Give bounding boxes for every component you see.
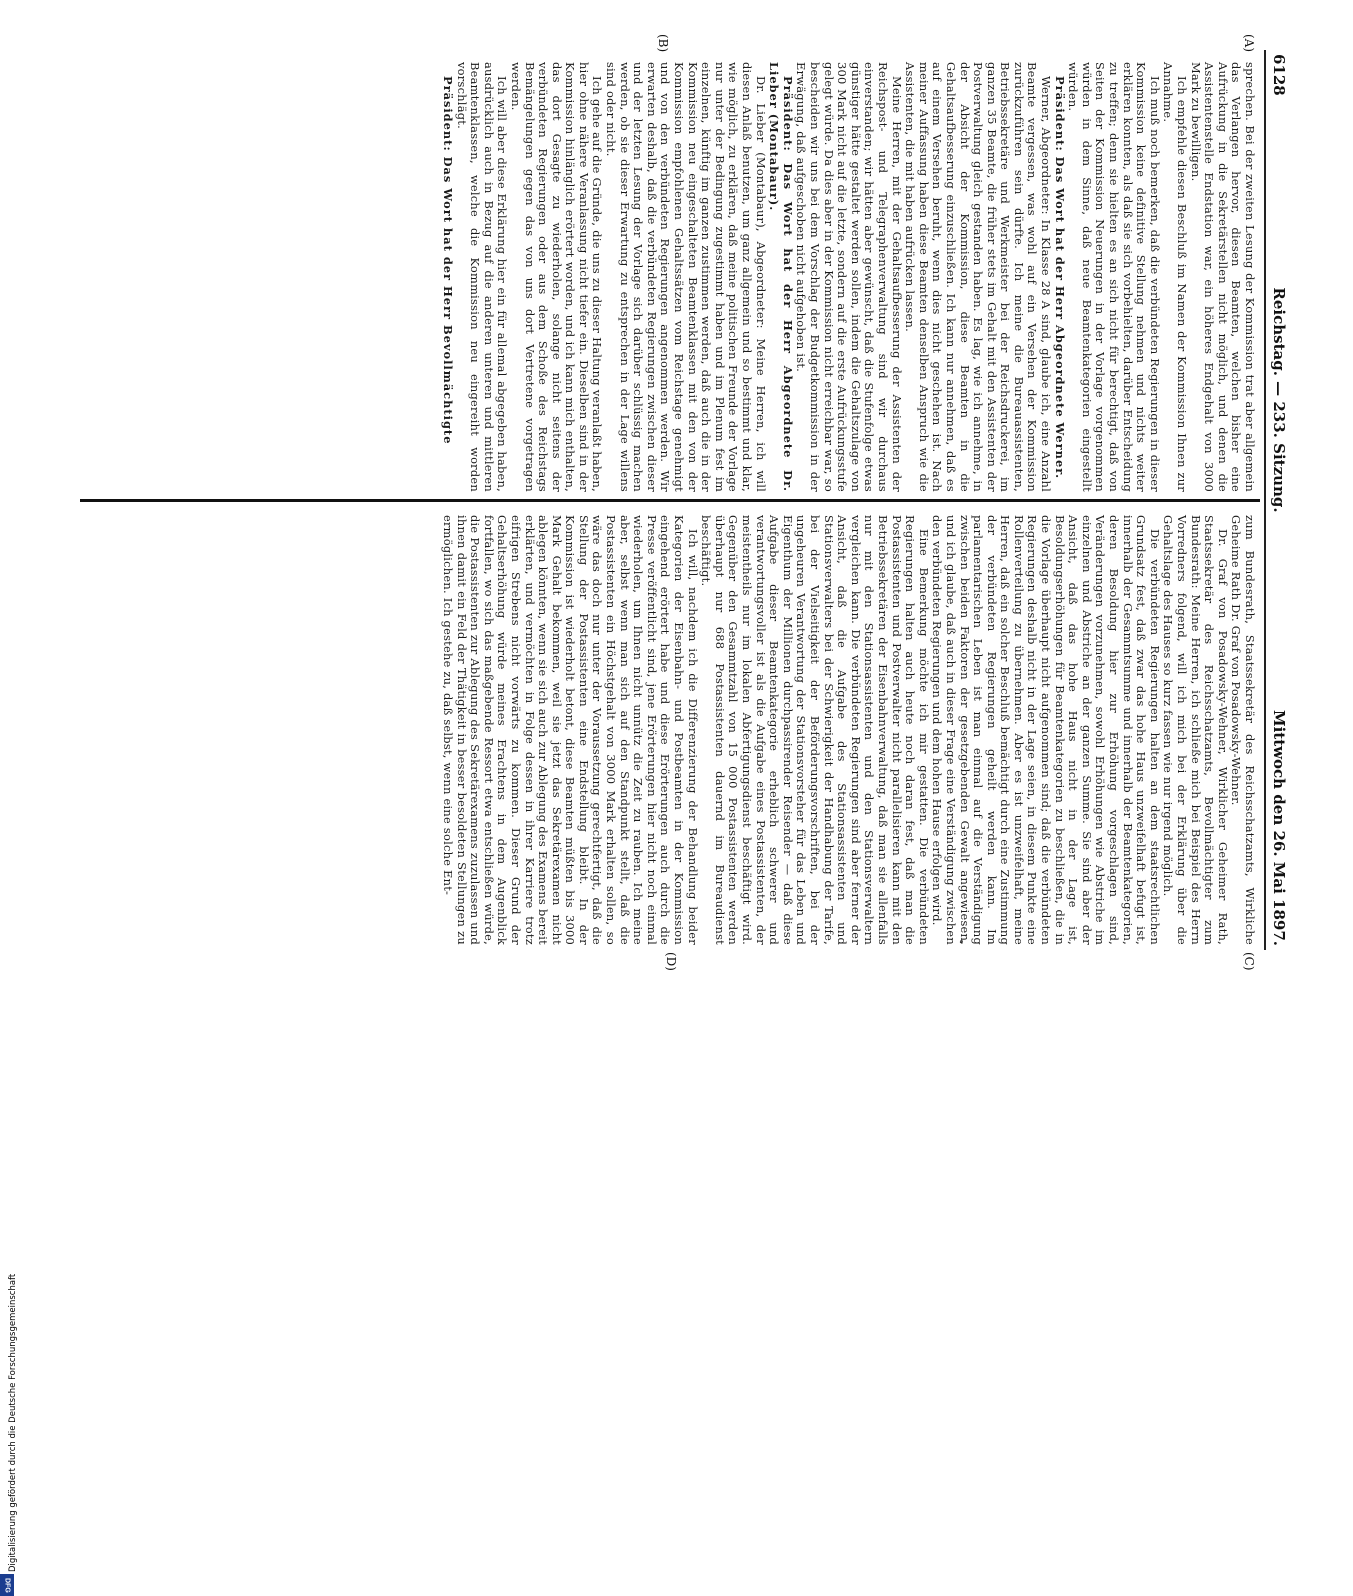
paragraph: Die verbündeten Regierungen halten an dem staatsrechtlichen Grundsatz fest, daß zwar das hohe Haus unzweifelhaft befugt ist, innerhalb der Gesammtsumme und innerhalb der Beamtenkategorien, deren Besoldung hier zur Erhöhung vorgeschlagen sind, Veränderungen vorzunehmen, sowohl Erhöhungen wie Abstriche im einzelnen und Abstriche an der ganzen Summe. Sie sind aber der Ansicht, daß das hohe Haus nicht in der Lage ist, Besoldungserhöhungen für Beamtenkategorien zu beschließen, die in die Vorlage überhaupt nicht aufgenommen sind; daß die verbündeten Regierungen deshalb nicht in der Lage seien, in diesem Punkte eine Rollenverteilung zu übernehmen. Aber es ist unzweifelhaft, meine Herren, daß ein solcher Beschluß bemächtigt durch eine Zustimmung der verbündeten Regierungen geheilt werden kann. Im parlamentarischen Leben ist man einmal auf die Verständigung zwischen beiden Faktoren der gesetzgebenden Gewalt angewiesen, und ich glaube, daß auch in dieser Frage eine Verständigung zwischen den verbündeten Regierungen und dem hohen Hause erfolgen wird. bbox=[930, 515, 1162, 945]
paragraph: zum Bundesrath, Staatssekretär des Reichsschatzamts, Wirkliche Geheime Rath Dr. Graf von Posadowsky-Wehner. bbox=[1229, 515, 1257, 945]
speaker-paragraph: Präsident: Das Wort hat der Herr Bevollmächtigte bbox=[440, 76, 455, 445]
paragraph: Ich empfehle diesen Beschluß im Namen der Kommission Ihnen zur Annahme. bbox=[1161, 62, 1190, 492]
paragraph: Dr. Lieber (Montabaur), Abgeordneter: Meine Herren, ich will diesen Anlaß benutzen, um ganz allgemein und so bestimmt und klar, wie möglich, zu erklären, daß meine politischen Freunde der Vorlage nur unter der Bedingung zugestimmt haben und im Plenum fest im einzelnen, künftig im ganzen zustimmen werden, daß auch die in der Kommission neu eingeschalteten Beamtenklassen mit den von der Kommission empfohlenen Gehaltssätzen vom Reichstage genehmigt und von den verbündeten Regierungen angenommen werden. Wir erwarten deshalb, daß die verbündeten Regierungen zwischen dieser und der letzten Lesung der Vorlage sich darüber schlüssig machen werden, ob sie dieser Erwartung zu entsprechen in der Lage willens sind oder nicht. bbox=[604, 62, 768, 492]
page-header bbox=[1268, 50, 1290, 950]
paragraph: Ich gehe auf die Gründe, die uns zu dieser Haltung veranlaßt haben, hier ohne nähere Veranlassung nicht tiefer ein. Dieselben sind in der Kommission hinlänglich erörtert worden, und ich kann mich enthalten, das dort Gesagte zu wiederholen, solange nicht seitens der verbündeten Regierungen oder aus dem Schoße des Reichstags Bemängelungen gegen das von uns dort Vertretene vorgetragen werden. bbox=[508, 62, 605, 492]
speaker-paragraph: Präsident: Das Wort hat der Herr Abgeordnete Werner. bbox=[1052, 76, 1067, 480]
digitization-note: Digitalisierung gefördert durch die Deutsche Forschungsgemeinschaft bbox=[8, 1273, 18, 1572]
digitization-sidebar bbox=[0, 600, 18, 1593]
dfg-logo: DFG bbox=[0, 1574, 14, 1596]
session-title: Reichstag. — 233. Sitzung. bbox=[1270, 287, 1288, 513]
header-rule bbox=[1264, 50, 1266, 950]
margin-marker-c: (C) bbox=[1242, 952, 1256, 971]
page-number: 6128 bbox=[1270, 54, 1288, 96]
paragraph: Meine Herren, mit der Gehaltsaufbesserung der Assistenten der Reichspost- und Telegraphenverwaltung sind wir durchaus einverstanden; wir hätten aber gewünscht, daß die Stufenfolge etwas günstiger hätte gestaltet werden sollen, indem die Gehaltszulage von 300 Mark nicht auf die letzte, sondern auf die erste Aufrückungsstufe gelegt würde. Da dies aber in der Kommission nicht erreichbar war, so bescheiden wir uns bei dem Vorschlag der Budgetkommission in der Erwägung, daß aufgeschoben nicht aufgehoben ist. bbox=[794, 62, 904, 492]
paragraph: sprechen. Bei der zweiten Lesung der Kommission trat aber allgemein das Verlangen hervor, diesen Beamten, welchen bisher eine Aufrückung in die Sekretärstellen nicht möglich, und denen die Assistentenstelle Endstation war, ein höheres Endgehalt von 3000 Mark zu bewilligen. bbox=[1188, 62, 1257, 492]
paragraph: Ich will aber diese Erklärung hier ein für allemal abgegeben haben, ausdrücklich auch in Bezug auf die anderen unteren und mittleren Beamtenklassen, welche die Kommission neu eingereiht worden vorschlägt. bbox=[454, 62, 510, 492]
margin-marker-d: (D) bbox=[664, 952, 678, 971]
paragraph: Dr. Graf von Posadowsky-Wehner, Wirklicher Geheimer Rath, Staatssekretär des Reichsschatzamts, Bevollmächtigter zum Bundesrath: Meine Herren, ich schließe mich bei Beispiel des Herrn Vorredners folgend, will ich mich bei der Erklärung über die Gehaltslage des Hauses so kurz fassen wie nur irgend möglich. bbox=[1161, 515, 1230, 945]
paragraph: Werner, Abgeordneter: In Klasse 28 A sind, glaube ich, eine Anzahl Beamte vergessen, was wohl auf ein Versehen der Kommission zurückzuführen sein dürfte. Ich meine die Bureauassistenten, Betriebssekretäre und Werkmeister bei der Reichsdruckerei, im ganzen 35 Beamte, die früher stets im Gehalt mit den Assistenten der Postverwaltung gleich gestanden haben. Es lag, wie ich annehme, in der Absicht der Kommission, diese Beamten in die Gehaltsaufbesserung einzuschließen. Ich kann nur annehmen, daß es auf einem Versehen beruht, wenn dies nicht geschehen ist. Nach meiner Auffassung haben diese Beamten denselben Anspruch wie die Assistenten, die mit haben aufrücken lassen. bbox=[903, 62, 1054, 492]
margin-marker-a: (A) bbox=[1242, 34, 1256, 53]
margin-marker-b: (B) bbox=[656, 34, 670, 53]
left-text-column bbox=[440, 62, 1256, 492]
paragraph: Ich muß noch bemerken, daß die verbündeten Regierungen in dieser Kommission keine definitive Stellung nehmen und nichts weiter erklären konnten, als daß sie sich vorbehielten, darüber Entscheidung zu treffen; denn sie hielten es an sich nicht für berechtigt, daß von Seiten der Kommission Neuerungen in der Vorlage vorgenommen würden in dem Sinne, daß neue Beamtenkategorien eingestellt würden. bbox=[1066, 62, 1162, 492]
session-date: Mittwoch den 26. Mai 1897. bbox=[1270, 709, 1288, 946]
column-divider bbox=[80, 499, 1260, 502]
speaker-paragraph: Präsident: Das Wort hat der Herr Abgeordnete Dr. Lieber (Montabaur). bbox=[767, 62, 795, 492]
paragraph: Eine Bemerkung möchte ich mir gestatten. Die verbündeten Regierungen halten auch heute noch daran fest, daß man die Postassistenten und Postverwalter nicht parallelisieren kann mit den Betriebssekretären der Eisenbahnverwaltung, daß man sie allenfalls nur mit den Stationsassistenten und den Stationsverwaltern vergleichen kann. Die verbündeten Regierungen sind aber ferner der Ansicht, daß die Aufgabe des Stationsassistenten und Stationsverwalters bei der Schwierigkeit der Handhabung der Tarife, bei der Vielseitigkeit der Beförderungsvorschriften, bei der ungeheuren Verantwortung der Stationsvorsteher für das Leben und Eigenthum der Millionen durchpassirender Reisender — daß diese Aufgabe dieser Beamtenkategorie erheblich schwerer und verantwortungsvoller ist als die Aufgabe eines Postassistenten, der meistentheils nur im lokalen Abfertigungsdienst beschäftigt wird. Gegenüber den Gesammtzahl von 15 000 Postassistenten werden überhaupt nur 688 Postassistenten dauernd im Bureaudienst beschäftigt. bbox=[699, 515, 931, 945]
rotated-sheet bbox=[60, 34, 1290, 971]
right-text-column bbox=[440, 515, 1256, 945]
paragraph: Ich will, nachdem ich die Differenzierung der Behandlung beider Kategorien der Eisenbahn- und Postbeamten in der Kommission eingehend erörtert habe und diese Erörterungen auch durch die Presse veröffentlicht sind, jene Erörterungen hier nicht noch einmal wiederholen, um Ihnen nicht unnütz die Zeit zu rauben. Ich meine aber, selbst wenn man sich auf den Standpunkt stellt, daß die Postassistenten ein Höchstgehalt von 3000 Mark erhalten sollen, so wäre das doch nur unter der Voraussetzung gerechtfertigt, daß die Stellung der Postassistenten eine Endstellung bleibt. In der Kommission ist wiederholt betont, diese Beamten müßten bis 3000 Mark Gehalt bekommen, weil sie jetzt das Sekretärexamen nicht ablegen könnten, wenn sie sich auch zur Ablegung des Examens bereit erklärten, und vermöchten in Folge dessen in ihrer Karriere trotz eifrigen Strebens nicht vorwärts zu kommen. Dieser Grund der Gehaltserhöhung würde meines Erachtens in dem Augenblick fortfallen, wo sich das maßgebende Ressort etwa entschließen würde, die Postassistenten zur Ablegung des Sekretärexamens zuzulassen und ihnen damit ein Feld der Thätigkeit in besser besoldeten Stellungen zu ermöglichen. Ich gestehe zu, daß selbst, wenn eine solche Ent- bbox=[440, 515, 700, 945]
